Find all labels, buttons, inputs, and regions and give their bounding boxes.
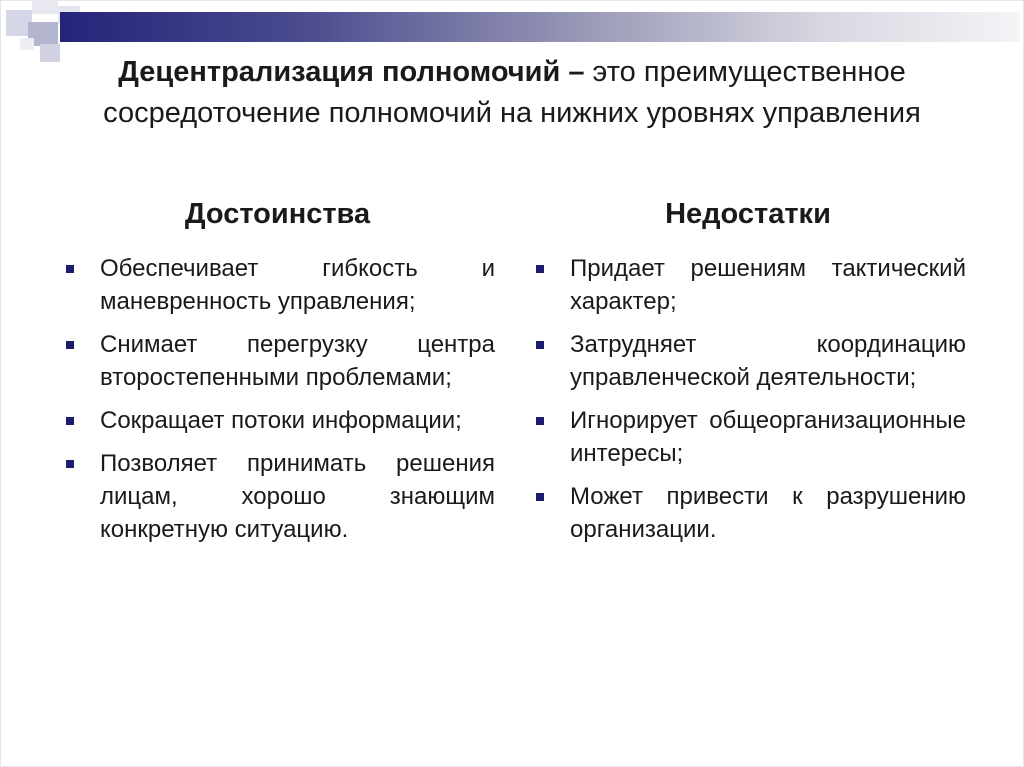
list-item bbox=[60, 328, 495, 394]
disadvantages-list bbox=[530, 252, 966, 546]
list-item bbox=[530, 480, 966, 546]
square-bullet-icon bbox=[536, 341, 544, 349]
list-item bbox=[60, 447, 495, 546]
list-item-text: Снимает перегрузку центра второстепенными проблемами; bbox=[100, 331, 495, 391]
list-item-text: Сокращает потоки информации; bbox=[100, 407, 462, 434]
disadvantages-heading: Недостатки bbox=[665, 198, 831, 230]
square-bullet-icon bbox=[66, 265, 74, 273]
advantages-heading: Достоинства bbox=[184, 198, 371, 230]
square-bullet-icon bbox=[66, 417, 74, 425]
advantages-list bbox=[60, 252, 495, 546]
decor-square bbox=[32, 0, 58, 14]
decor-square bbox=[20, 38, 34, 50]
list-item bbox=[530, 252, 966, 318]
header-gradient-bar bbox=[60, 12, 1020, 42]
list-item-text: Затрудняет координацию управленческой деятельности; bbox=[570, 331, 966, 391]
square-bullet-icon bbox=[66, 460, 74, 468]
list-item-text: Придает решениям тактический характер; bbox=[570, 255, 966, 315]
list-item bbox=[60, 252, 495, 318]
list-item-text: Может привести к разрушению организации. bbox=[570, 483, 966, 543]
title-definition: это преимущественное сосредоточение полномочий на нижних уровнях управления bbox=[103, 56, 921, 129]
disadvantages-column bbox=[530, 196, 966, 556]
decor-square bbox=[40, 44, 60, 62]
list-item bbox=[530, 404, 966, 470]
list-item-text: Игнорирует общеорганизационные интересы; bbox=[570, 407, 966, 467]
advantages-column bbox=[60, 196, 495, 556]
title-term: Децентрализация полномочий – bbox=[118, 56, 585, 88]
list-item-text: Позволяет принимать решения лицам, хорошо знающим конкретную ситуацию. bbox=[100, 450, 495, 543]
list-item bbox=[530, 328, 966, 394]
list-item-text: Обеспечивает гибкость и маневренность управления; bbox=[100, 255, 495, 315]
slide-title bbox=[60, 52, 964, 134]
square-bullet-icon bbox=[536, 265, 544, 273]
square-bullet-icon bbox=[536, 417, 544, 425]
square-bullet-icon bbox=[66, 341, 74, 349]
square-bullet-icon bbox=[536, 493, 544, 501]
list-item bbox=[60, 404, 495, 437]
